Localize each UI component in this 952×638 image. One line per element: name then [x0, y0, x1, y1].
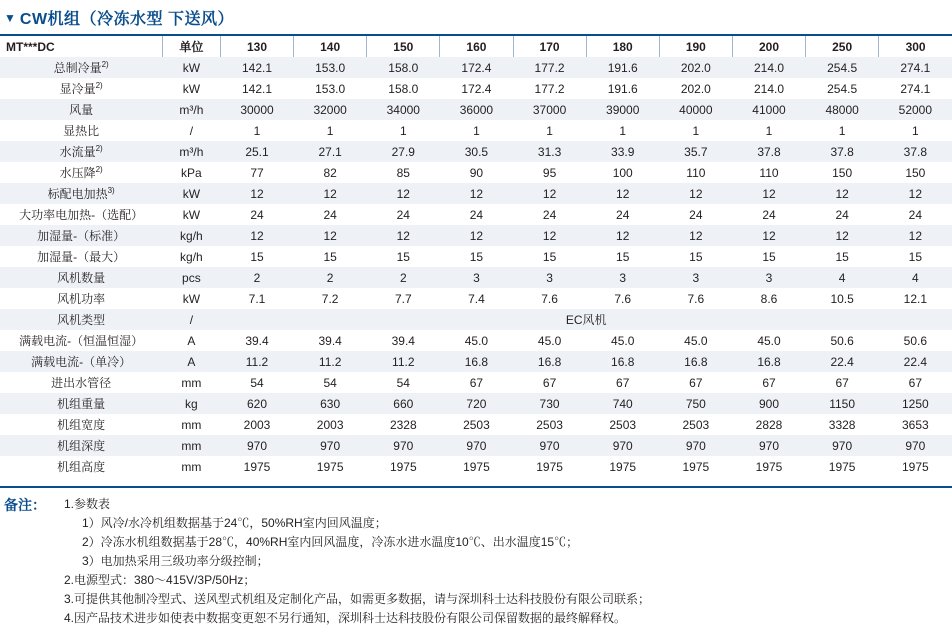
row-value: 274.1: [900, 60, 931, 75]
notes-label: 备注：: [4, 497, 46, 513]
row-value: 30.5: [464, 144, 489, 159]
row-value: 30000: [240, 102, 274, 117]
row-value: 274.1: [900, 81, 931, 96]
row-value: 50.6: [903, 333, 928, 348]
row-value: 1: [912, 123, 919, 138]
header-col-180: 180: [586, 36, 659, 57]
row-value: 2328: [389, 417, 417, 432]
row-label: 风机功率: [57, 292, 106, 306]
row-value: 32000: [313, 102, 347, 117]
row-value: 3328: [828, 417, 856, 432]
row-value: 2503: [609, 417, 637, 432]
notes-body: [64, 495, 952, 628]
row-value: 191.6: [607, 60, 638, 75]
row-value: 22.4: [830, 354, 854, 369]
row-value: 1150: [829, 396, 856, 411]
row-value: 34000: [386, 102, 420, 117]
row-unit: mm: [181, 417, 202, 432]
row-unit: kg: [185, 396, 198, 411]
row-value: 970: [393, 438, 414, 453]
row-value: 750: [685, 396, 706, 411]
row-value: 41000: [752, 102, 786, 117]
row-value: 12: [469, 186, 484, 201]
row-value: 24: [689, 207, 703, 222]
row-value: 37.8: [903, 144, 928, 159]
row-value: 31.3: [537, 144, 562, 159]
row-value: 12: [250, 228, 264, 243]
row-unit: kg/h: [180, 228, 203, 243]
row-value: 16.8: [684, 354, 708, 369]
row-value: 52000: [898, 102, 933, 117]
row-unit: A: [187, 354, 196, 369]
row-unit: kg/h: [180, 249, 203, 264]
row-value: 1975: [463, 459, 490, 474]
row-value: 1: [692, 123, 700, 138]
row-value: 85: [396, 165, 410, 180]
footnote-marker: 2): [95, 81, 103, 90]
page-title-bar: [0, 0, 952, 36]
table-row: [0, 456, 952, 477]
row-value: 12: [762, 228, 776, 243]
row-value: 191.6: [607, 81, 638, 96]
row-value: 67: [542, 375, 557, 390]
row-value: 12: [323, 228, 337, 243]
footnote-marker: 2): [95, 144, 103, 153]
note-line: 3.可提供其他制冷型式、送风型式机组及定制化产品，如需更多数据，请与深圳科士达科技股份有限公司联系；: [64, 592, 651, 606]
row-value: 50.6: [830, 333, 854, 348]
header-col-200: 200: [732, 36, 805, 57]
table-row: [0, 246, 952, 267]
note-line: 2）冷冻水机组数据基于28℃，40%RH室内回风温度，冷冻水进水温度10℃、出水温度15℃；: [82, 535, 579, 549]
row-value: 15: [762, 249, 776, 264]
row-value: 177.2: [534, 60, 565, 75]
row-value: 630: [320, 396, 341, 411]
row-label: 显冷量$^{2)}$: [59, 81, 103, 96]
row-value: 177.2: [534, 81, 565, 96]
row-value: 1: [619, 123, 627, 138]
row-value: 7.6: [687, 291, 705, 306]
row-value: 12: [542, 186, 557, 201]
row-label: 满载电流-（恒温恒湿）: [19, 334, 144, 348]
row-value: 3: [546, 270, 553, 285]
row-value: 27.9: [391, 144, 415, 159]
row-label: 加湿量-（最大）: [37, 250, 126, 264]
row-value: 1975: [682, 459, 710, 474]
row-value: 660: [393, 396, 414, 411]
row-value: 33.9: [611, 144, 635, 159]
row-unit: pcs: [182, 270, 201, 285]
row-value: 12: [542, 228, 557, 243]
row-value: 12: [396, 186, 410, 201]
row-value: 37.8: [757, 144, 781, 159]
row-label: 风量: [69, 103, 94, 117]
row-value: 8.6: [760, 291, 778, 306]
row-value: 24: [616, 207, 630, 222]
row-value: 4: [838, 270, 846, 285]
row-value: 158.0: [388, 81, 419, 96]
row-value: 22.4: [903, 354, 928, 369]
row-value: 10.5: [830, 291, 854, 306]
row-value: 15: [616, 249, 630, 264]
row-value: 1975: [316, 459, 344, 474]
row-value: 1975: [389, 459, 417, 474]
note-line: 2.电源型式：380～415V/3P/50Hz；: [64, 573, 256, 587]
note-line: 3）电加热采用三级功率分级控制；: [82, 554, 269, 568]
row-value: 12: [689, 228, 703, 243]
row-label: 进出水管径: [51, 376, 112, 390]
row-label: 显热比: [63, 124, 100, 138]
row-value: 12: [396, 228, 410, 243]
row-value: 15: [323, 249, 337, 264]
row-value: 142.1: [241, 60, 273, 75]
specification-table: [0, 36, 952, 477]
row-unit: kPa: [181, 165, 202, 180]
table-row: [0, 162, 952, 183]
row-value: 54: [250, 375, 264, 390]
row-value: 2: [253, 270, 261, 285]
row-value: 12: [762, 186, 776, 201]
table-row: [0, 372, 952, 393]
row-value: 3: [765, 270, 773, 285]
table-header: [0, 36, 952, 57]
row-value: 12: [616, 186, 630, 201]
row-value: 150: [905, 165, 926, 180]
row-value: 67: [835, 375, 849, 390]
row-value: 77: [250, 165, 264, 180]
row-value: 16.8: [464, 354, 489, 369]
row-value: 2503: [463, 417, 490, 432]
row-value: 12: [908, 228, 923, 243]
row-value: 95: [542, 165, 557, 180]
row-value: 45.0: [757, 333, 781, 348]
row-label: 标配电加热$^{3)}$: [47, 186, 115, 201]
row-value: 67: [689, 375, 703, 390]
row-value: 730: [539, 396, 560, 411]
header-col-170: 170: [513, 36, 586, 57]
row-unit: kW: [182, 207, 201, 222]
row-value: 12: [469, 228, 484, 243]
row-value: 67: [762, 375, 776, 390]
row-value: 7.6: [541, 291, 558, 306]
row-value: 2: [326, 270, 334, 285]
header-col-160: 160: [440, 36, 513, 57]
row-value: 100: [612, 165, 633, 180]
row-value: 24: [469, 207, 484, 222]
header-unit: 单位: [162, 36, 220, 57]
footnote-marker: 3): [107, 186, 115, 195]
row-value: 970: [685, 438, 706, 453]
row-value: 720: [466, 396, 487, 411]
row-unit: mm: [181, 375, 202, 390]
row-value: 27.1: [318, 144, 342, 159]
table-row: [0, 435, 952, 456]
row-unit: mm: [181, 459, 202, 474]
row-label: 大功率电加热-（选配）: [19, 208, 144, 222]
table-row: [0, 351, 952, 372]
row-value: 11.2: [245, 354, 269, 369]
row-value: 45.0: [464, 333, 489, 348]
row-value: 1: [399, 123, 407, 138]
row-value: 12.1: [903, 291, 928, 306]
footnote-marker: 2): [101, 60, 109, 69]
page-title: CW机组（冷冻水型 下送风）: [19, 11, 234, 28]
row-value: 254.5: [827, 60, 858, 75]
row-value: 24: [250, 207, 264, 222]
table-row: [0, 78, 952, 99]
row-unit: kW: [182, 60, 201, 75]
row-value: 153.0: [315, 81, 346, 96]
row-value: 158.0: [388, 60, 419, 75]
row-value: 153.0: [315, 60, 346, 75]
table-row: [0, 57, 952, 78]
row-value: 970: [320, 438, 341, 453]
row-label: 加湿量-（标准）: [37, 229, 126, 243]
row-value: 2828: [755, 417, 783, 432]
row-value: 1975: [243, 459, 271, 474]
row-value: 1250: [902, 396, 929, 411]
row-value: 3: [473, 270, 480, 285]
row-value: 12: [835, 186, 849, 201]
row-value: 16.8: [537, 354, 562, 369]
table-row: [0, 225, 952, 246]
row-value: 12: [323, 186, 337, 201]
row-value: 67: [469, 375, 484, 390]
row-unit: mm: [181, 438, 202, 453]
table-row: [0, 99, 952, 120]
table-row: [0, 141, 952, 162]
row-value: 1975: [755, 459, 783, 474]
row-value: 172.4: [461, 81, 492, 96]
table-row: [0, 309, 952, 330]
row-label: 机组高度: [57, 460, 106, 474]
row-value: 67: [616, 375, 630, 390]
row-unit: m³/h: [179, 144, 204, 159]
row-value: 3653: [902, 417, 929, 432]
header-col-140: 140: [294, 36, 367, 57]
row-value: 110: [759, 165, 779, 180]
note-line: 1）风冷/水冷机组数据基于24℃，50%RH室内回风温度；: [82, 516, 387, 530]
row-value: 12: [250, 186, 264, 201]
row-value: 150: [832, 165, 853, 180]
row-value: 202.0: [680, 60, 711, 75]
row-unit: kW: [182, 81, 201, 96]
row-label: 机组深度: [57, 439, 106, 453]
row-value: 110: [686, 165, 706, 180]
row-value: 36000: [459, 102, 494, 117]
row-value: 24: [542, 207, 557, 222]
row-label: 风机类型: [57, 313, 106, 327]
row-value: 12: [689, 186, 703, 201]
row-unit: A: [187, 333, 196, 348]
row-value: 24: [835, 207, 849, 222]
row-value: 45.0: [684, 333, 708, 348]
row-value: 90: [469, 165, 484, 180]
row-value: 24: [396, 207, 410, 222]
row-value: 15: [469, 249, 484, 264]
row-value: 2503: [536, 417, 563, 432]
row-value: 37.8: [830, 144, 854, 159]
row-value: 214.0: [753, 60, 784, 75]
row-value: 15: [689, 249, 703, 264]
row-value: 172.4: [461, 60, 492, 75]
row-value: 67: [908, 375, 923, 390]
row-value: 1: [546, 123, 553, 138]
row-value: 1: [838, 123, 846, 138]
row-value: 15: [542, 249, 557, 264]
header-col-150: 150: [367, 36, 440, 57]
row-value: 48000: [825, 102, 859, 117]
row-value: 4: [912, 270, 919, 285]
row-value: 1975: [828, 459, 856, 474]
row-value: 12: [835, 228, 849, 243]
row-value: 970: [758, 438, 779, 453]
row-unit: /: [189, 312, 194, 327]
row-value: 40000: [679, 102, 713, 117]
row-value: 1: [326, 123, 334, 138]
table-row: [0, 204, 952, 225]
row-value: 15: [835, 249, 849, 264]
note-line: 1.参数表: [64, 497, 111, 511]
row-value: 24: [762, 207, 776, 222]
row-label: 总制冷量$^{2)}$: [53, 60, 109, 75]
table-row: [0, 120, 952, 141]
row-value: 7.2: [321, 291, 339, 306]
row-value: 11.2: [392, 354, 415, 369]
row-value: 15: [396, 249, 410, 264]
row-value: 25.1: [245, 144, 269, 159]
header-col-300: 300: [879, 36, 952, 57]
row-value: 12: [616, 228, 630, 243]
row-value: 620: [246, 396, 268, 411]
row-value: 970: [539, 438, 560, 453]
row-value: 2003: [316, 417, 344, 432]
header-col-190: 190: [659, 36, 732, 57]
row-value: 7.6: [614, 291, 632, 306]
row-value: 39.4: [318, 333, 342, 348]
row-value: 1: [253, 123, 261, 138]
row-value: 15: [908, 249, 923, 264]
row-label: 机组重量: [57, 397, 106, 411]
row-value: 970: [832, 438, 853, 453]
row-value: 214.0: [753, 81, 784, 96]
row-value: 11.2: [318, 354, 342, 369]
row-value: 16.8: [611, 354, 635, 369]
table-row: [0, 267, 952, 288]
row-value: 7.1: [248, 291, 266, 306]
row-value: 54: [323, 375, 337, 390]
row-unit: kW: [182, 186, 201, 201]
row-value: 7.7: [394, 291, 412, 306]
row-value: 45.0: [611, 333, 635, 348]
row-value: 37000: [532, 102, 567, 117]
row-value: 1975: [536, 459, 563, 474]
row-value: 2503: [682, 417, 710, 432]
row-label: 风机数量: [57, 271, 106, 285]
row-value: 7.4: [468, 291, 485, 306]
row-value: 1: [765, 123, 773, 138]
row-label: 机组宽度: [57, 418, 106, 432]
row-unit: /: [189, 123, 194, 138]
table-body: [0, 57, 952, 477]
row-value: 970: [246, 438, 268, 453]
row-value: 15: [250, 249, 264, 264]
row-unit: kW: [182, 291, 201, 306]
row-label: 满载电流-（单冷）: [31, 355, 132, 369]
row-value: 39000: [606, 102, 640, 117]
row-value: 142.1: [241, 81, 273, 96]
row-value: 39.4: [391, 333, 415, 348]
row-value: 12: [908, 186, 923, 201]
row-value: 970: [466, 438, 487, 453]
header-model: MT***DC: [6, 39, 55, 54]
row-value: 1975: [609, 459, 637, 474]
note-line: 4.因产品技术进步如使表中数据变更恕不另行通知，深圳科士达科技股份有限公司保留数据的最终解释权。: [64, 611, 627, 625]
triangle-marker-icon: ▼: [4, 10, 16, 25]
row-label: 水压降$^{2)}$: [59, 165, 103, 180]
row-value: 1: [473, 123, 480, 138]
row-value: 202.0: [680, 81, 711, 96]
row-value: 2003: [243, 417, 271, 432]
table-header-row: [0, 36, 952, 57]
row-value: 970: [905, 438, 926, 453]
row-value: 16.8: [757, 354, 781, 369]
row-value: 35.7: [684, 144, 708, 159]
row-value: 970: [612, 438, 633, 453]
table-row: [0, 393, 952, 414]
row-value: 900: [758, 396, 779, 411]
header-col-130: 130: [220, 36, 293, 57]
row-value: 54: [396, 375, 410, 390]
row-value: 82: [323, 165, 337, 180]
row-value: 45.0: [537, 333, 562, 348]
table-row: [0, 288, 952, 309]
table-row: [0, 330, 952, 351]
row-value: 2: [399, 270, 407, 285]
row-unit: m³/h: [179, 102, 204, 117]
table-row: [0, 414, 952, 435]
notes-section: [0, 486, 952, 628]
row-value: 39.4: [245, 333, 269, 348]
row-value: 3: [619, 270, 627, 285]
row-value: 254.5: [827, 81, 858, 96]
header-col-250: 250: [806, 36, 879, 57]
row-value-merged: EC风机: [565, 313, 607, 327]
table-row: [0, 183, 952, 204]
row-value: 740: [612, 396, 633, 411]
row-value: 24: [908, 207, 923, 222]
row-value: 3: [692, 270, 700, 285]
row-value: 24: [323, 207, 337, 222]
row-label: 水流量$^{2)}$: [59, 144, 103, 159]
footnote-marker: 2): [95, 165, 103, 174]
row-value: 1975: [902, 459, 929, 474]
